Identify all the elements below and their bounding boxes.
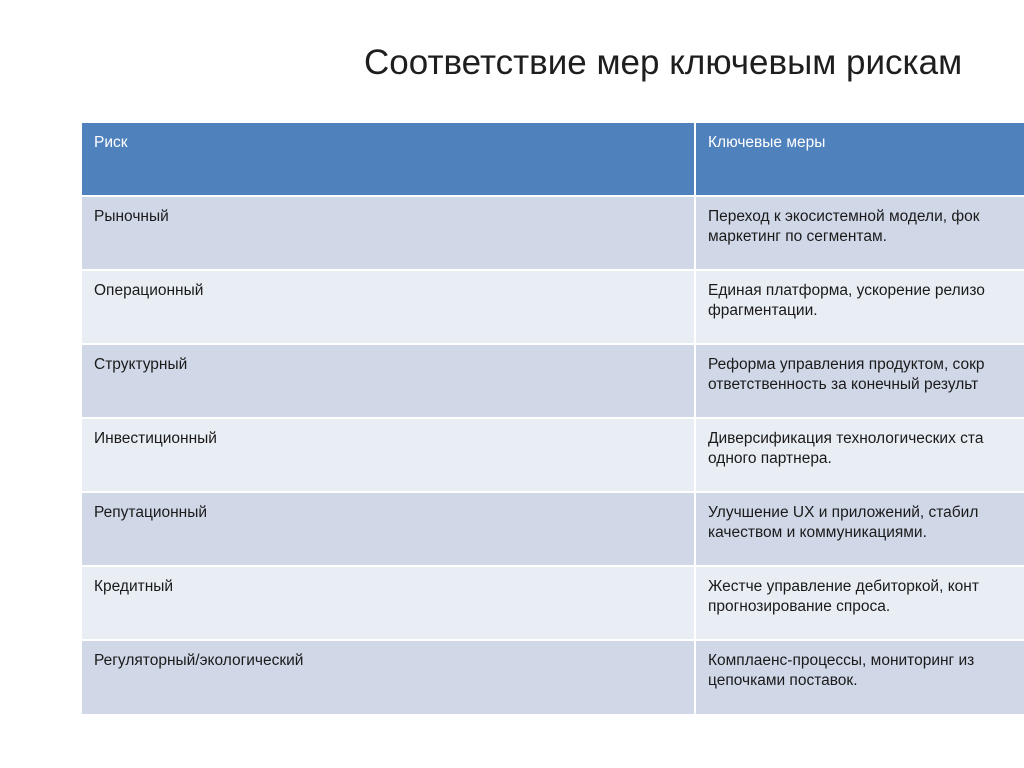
- measures-line: маркетинг по сегментам.: [708, 228, 887, 245]
- risk-cell: Структурный: [82, 344, 695, 418]
- measures-cell: [695, 270, 1024, 344]
- header-risk: Риск: [82, 123, 695, 196]
- measures-cell: [695, 418, 1024, 492]
- risk-cell: Рыночный: [82, 196, 695, 270]
- table-row: [82, 270, 1024, 344]
- table-row: [82, 344, 1024, 418]
- measures-line: Жестче управление дебиторкой, конт: [708, 578, 979, 595]
- risk-cell: Репутационный: [82, 492, 695, 566]
- table-header-row: [82, 123, 1024, 196]
- measures-line: Комплаенс-процессы, мониторинг из: [708, 652, 975, 669]
- table-row: [82, 418, 1024, 492]
- header-measures: Ключевые меры: [695, 123, 1024, 196]
- slide-title: Соответствие мер ключевым рискам: [364, 43, 963, 82]
- measures-cell: [695, 196, 1024, 270]
- risk-cell: Регуляторный/экологический: [82, 640, 695, 714]
- table-row: [82, 566, 1024, 640]
- measures-cell: [695, 640, 1024, 714]
- measures-line: прогнозирование спроса.: [708, 598, 891, 615]
- measures-line: Диверсификация технологических ста: [708, 430, 984, 447]
- measures-line: фрагментации.: [708, 302, 818, 319]
- risk-cell: Операционный: [82, 270, 695, 344]
- measures-line: ответственность за конечный результ: [708, 376, 979, 393]
- risk-measures-table: [82, 123, 1024, 714]
- measures-line: Переход к экосистемной модели, фок: [708, 208, 980, 225]
- measures-line: одного партнера.: [708, 450, 832, 467]
- risk-cell: Инвестиционный: [82, 418, 695, 492]
- measures-line: качеством и коммуникациями.: [708, 524, 927, 541]
- table-row: [82, 492, 1024, 566]
- risk-cell: Кредитный: [82, 566, 695, 640]
- table-row: [82, 196, 1024, 270]
- measures-line: цепочками поставок.: [708, 672, 858, 689]
- measures-line: Улучшение UX и приложений, стабил: [708, 504, 979, 521]
- measures-cell: [695, 492, 1024, 566]
- measures-line: Единая платформа, ускорение релизо: [708, 282, 985, 299]
- table-row: [82, 640, 1024, 714]
- measures-cell: [695, 344, 1024, 418]
- measures-cell: [695, 566, 1024, 640]
- measures-line: Реформа управления продуктом, сокр: [708, 356, 985, 373]
